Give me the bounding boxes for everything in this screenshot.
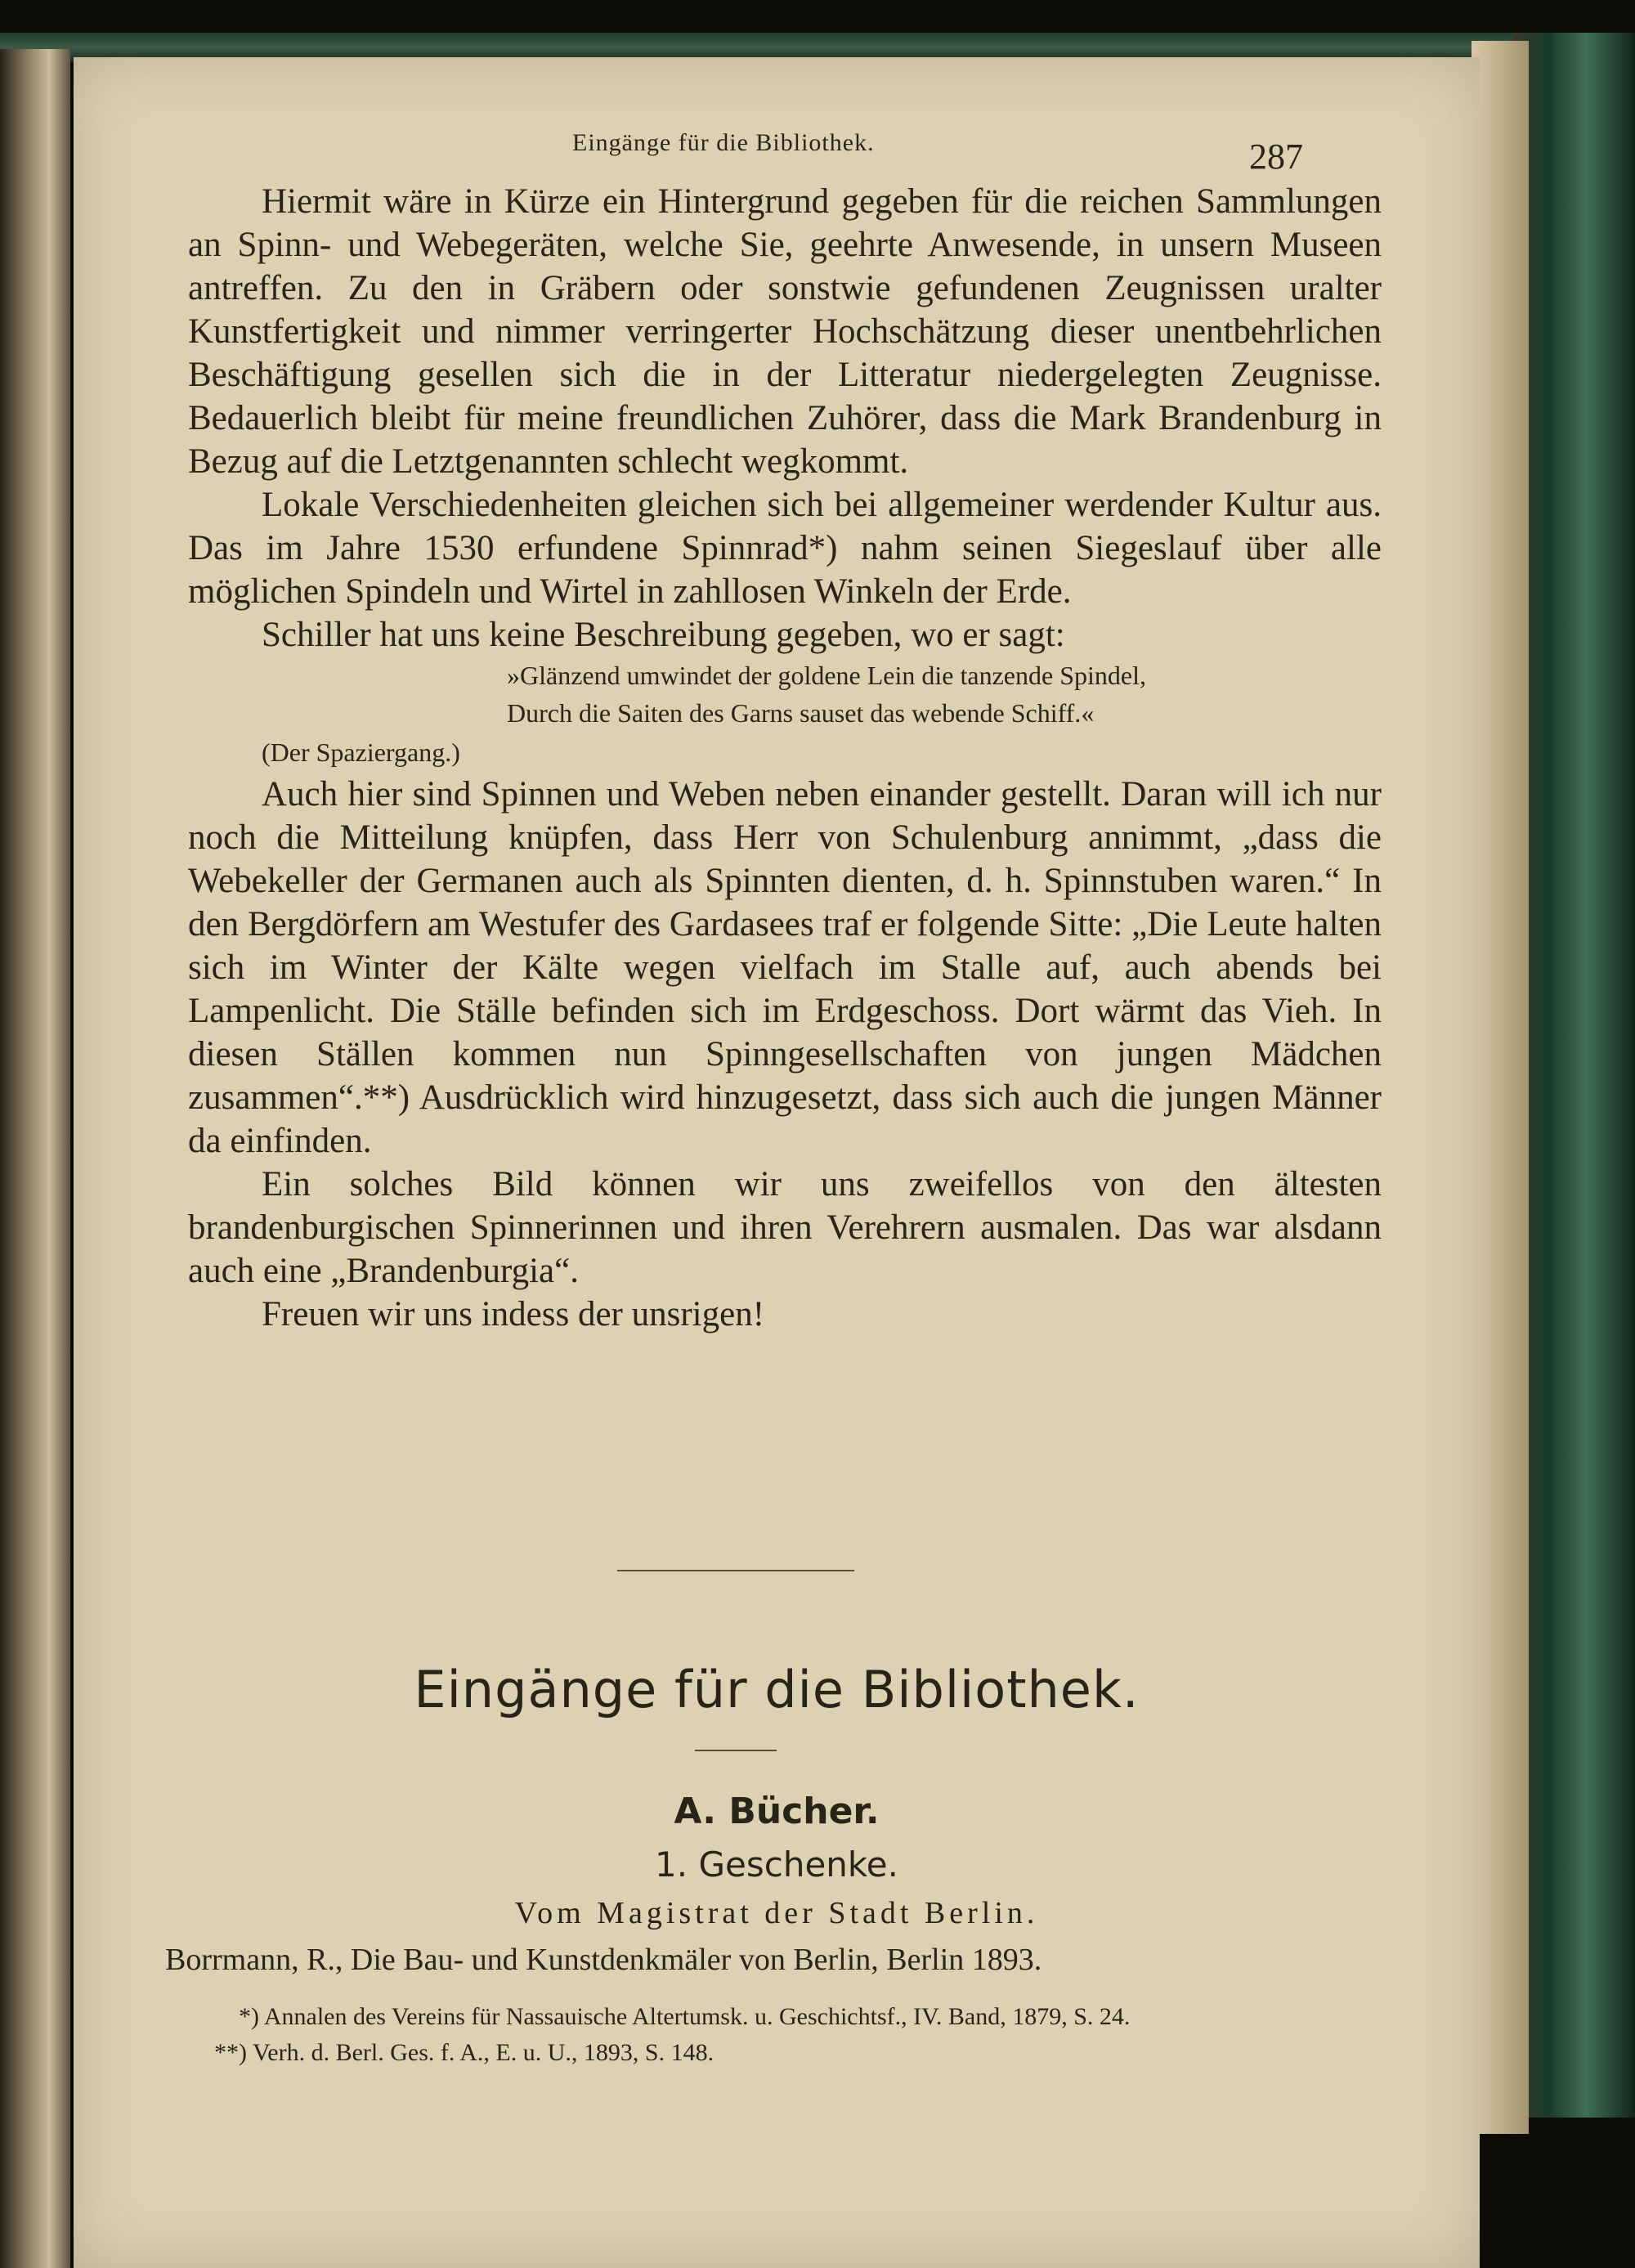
- footnotes: [165, 1999, 1359, 2071]
- footnote: *) Annalen des Vereins für Nassauische Altertumsk. u. Geschichtsf., IV. Band, 1879, S. 24.: [239, 2003, 1131, 2030]
- facing-page-edge: [0, 49, 70, 2268]
- paragraph: Hiermit wäre in Kürze ein Hintergrund gegeben für die reichen Sammlungen an Spinn- und Webegeräten, welche Sie, geehrte Anwesende, in unsern Museen antreffen. Zu den in Gräbern oder sonstwie gefundenen Zeugnissen uralter Kunstfertigkeit und nimmer verringerter Hochschätzung dieser unentbehrlichen Beschäftigung gesellen sich die in der Litteratur niedergelegten Zeugnisse. Bedauerlich bleibt für meine freundlichen Zuhörer, dass die Mark Brandenburg in Bezug auf die Letztgenannten schlecht wegkommt.: [188, 182, 1382, 481]
- page-stack-edge: [1472, 41, 1529, 2134]
- section-title: Eingänge für die Bibliothek.: [414, 1660, 1140, 1719]
- verse-quote-line: »Glänzend umwindet der goldene Lein die tanzende Spindel,: [507, 661, 1146, 690]
- verse-quote-line: Durch die Saiten des Garns sauset das webende Schiff.«: [507, 698, 1095, 728]
- footnote: **) Verh. d. Berl. Ges. f. A., E. u. U., 1893, S. 148.: [214, 2039, 714, 2066]
- subheading-books: A. Bücher.: [674, 1791, 880, 1832]
- paragraph: Schiller hat uns keine Beschreibung gegeben, wo er sagt:: [262, 616, 1065, 654]
- quote-source: (Der Spaziergang.): [262, 737, 460, 767]
- page-number: 287: [1249, 137, 1303, 177]
- paragraph: Lokale Verschiedenheiten gleichen sich bei allgemeiner werdender Kultur aus. Das im Jahre 1530 erfundene Spinnrad*) nahm seinen Siegeslauf über alle möglichen Spindeln und Wirtel in zahllosen Winkeln der Erde.: [188, 486, 1382, 611]
- running-head: Eingänge für die Bibliothek.: [572, 129, 875, 156]
- subheading-gifts: 1. Geschenke.: [655, 1844, 898, 1885]
- section-divider-rule: [617, 1570, 854, 1571]
- paragraph: Freuen wir uns indess der unsrigen!: [262, 1295, 765, 1333]
- bibliography-entry: Borrmann, R., Die Bau- und Kunstdenkmäler von Berlin, Berlin 1893.: [165, 1943, 1042, 1977]
- book-page: [74, 57, 1480, 2268]
- paragraph: Auch hier sind Spinnen und Weben neben einander gestellt. Daran will ich nur noch die Mitteilung knüpfen, dass Herr von Schulenburg annimmt, „dass die Webekeller der Germanen auch als Spinnten dienten, d. h. Spinnstuben waren.“ In den Bergdörfern am Westufer des Gardasees traf er folgende Sitte: „Die Leute halten sich im Winter der Kälte wegen vielfach im Stalle auf, auch abends bei Lampenlicht. Die Ställe befinden sich im Erdgeschoss. Dort wärmt das Vieh. In diesen Ställen kommen nun Spinngesellschaften von jungen Mädchen zusammen“.**) Ausdrücklich wird hinzugesetzt, dass sich auch die jungen Männer da einfinden.: [188, 775, 1382, 1160]
- paragraph: Ein solches Bild können wir uns zweifellos von den ältesten brandenburgischen Spinnerinnen und ihren Verehrern ausmalen. Das war alsdann auch eine „Brandenburgia“.: [188, 1165, 1382, 1290]
- donor-line: Vom Magistrat der Stadt Berlin.: [514, 1896, 1039, 1930]
- body-text: [188, 180, 1382, 1336]
- book-cover-right-edge: [1512, 33, 1635, 2118]
- title-short-rule: [695, 1750, 777, 1751]
